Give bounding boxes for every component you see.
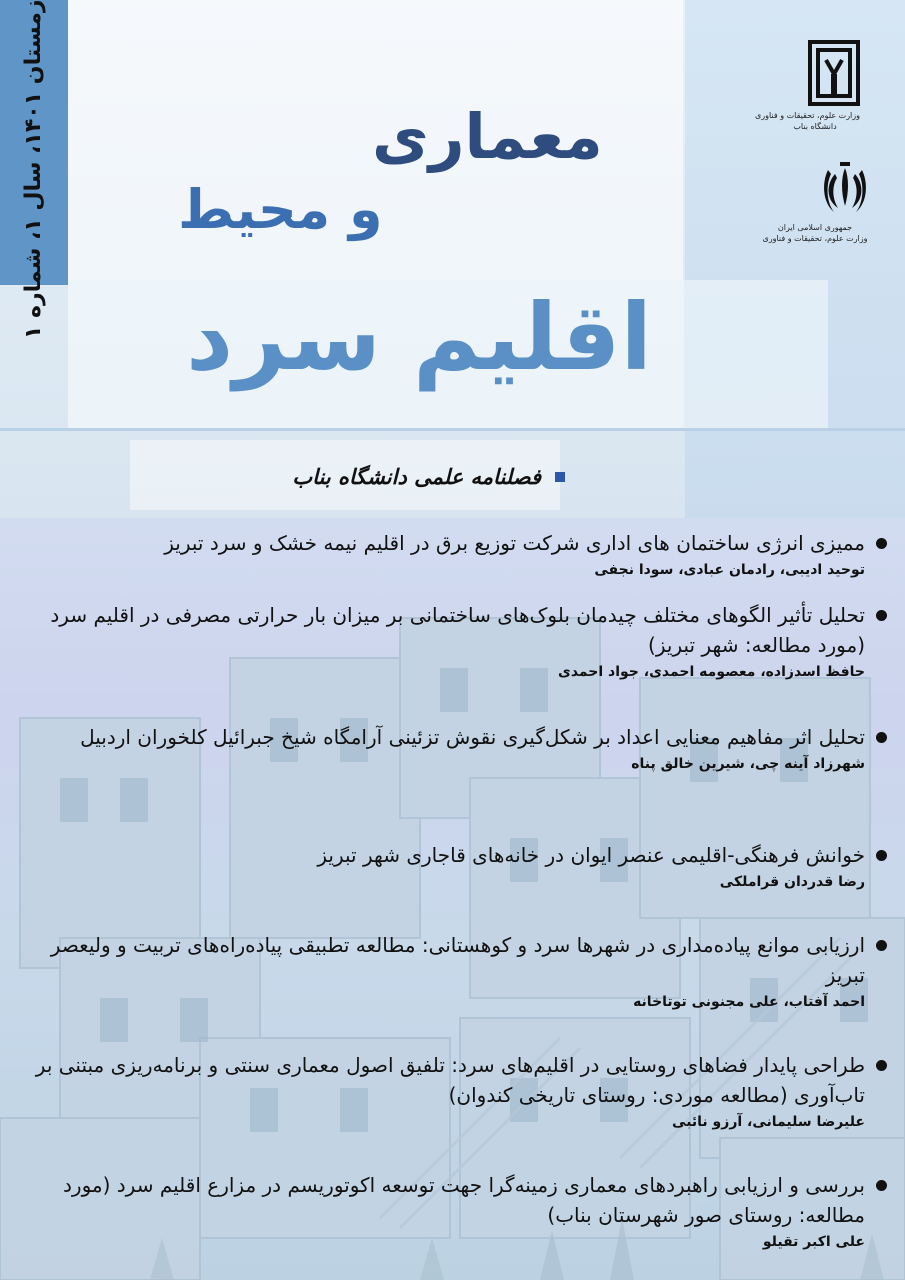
list-item[interactable] [14,840,887,894]
issue-label: زمستان ۱۴۰۱، سال ۱، شماره ۱ [21,0,46,340]
ministry-caption: وزارت علوم، تحقیقات و فناوری [762,234,868,243]
issue-strip [0,0,68,340]
iran-emblem-icon [820,162,870,218]
title-line-3: اقلیم سرد [186,284,652,391]
square-bullet-icon [555,472,565,482]
list-item[interactable] [14,722,887,776]
university-caption: دانشگاه بناب [793,122,837,131]
list-item[interactable] [14,1050,887,1134]
bullet-icon [876,1180,887,1191]
bullet-icon [876,850,887,861]
header-area [0,0,905,520]
article-authors: شهرزاد آینه چی، شیرین خالق پناه [631,756,865,772]
article-title: طراحی پایدار فضاهای روستایی در اقلیم‌های سرد: تلفیق اصول معماری سنتی و برنامه‌ریزی مبتنی بر تاب‌آوری (مطالعه موردی: روستای تاریخی کندوان) [35,1053,865,1107]
article-authors: علی اکبر تقیلو [762,1234,865,1250]
ministry-caption: جمهوری اسلامی ایران [777,223,853,232]
bullet-icon [876,1060,887,1071]
article-title: ممیزی انرژی ساختمان های اداری شرکت توزیع برق در اقلیم نیمه خشک و سرد تبریز [164,531,865,555]
article-authors: احمد آفتاب، علی مجنونی توتاخانه [633,994,865,1010]
list-item[interactable] [14,528,887,582]
article-title: ارزیابی موانع پیاده‌مداری در شهرها سرد و کوهستانی: مطالعه تطبیقی پیاده‌راه‌های تربیت و ولیعصر تبریز [50,933,865,987]
university-caption: وزارت علوم، تحقیقات و فناوری [755,111,860,120]
university-emblem-icon [808,40,860,106]
list-item[interactable] [14,600,887,684]
bullet-icon [876,538,887,549]
article-title: تحلیل تأثیر الگوهای مختلف چیدمان بلوک‌های ساختمانی بر میزان بار حرارتی مصرفی در اقلیم سرد (مورد مطالعه: شهر تبریز) [50,603,865,657]
article-authors: حافظ اسدزاده، معصومه احمدی، جواد احمدی [557,664,865,680]
article-title: بررسی و ارزیابی راهبردهای معماری زمینه‌گرا جهت توسعه اکوتوریسم در مزارع اقلیم سرد (مورد مطالعه: روستای صور شهرستان بناب) [63,1173,865,1227]
bullet-icon [876,940,887,951]
article-authors: توحید ادیبی، رادمان عبادی، سودا نجفی [594,562,865,578]
journal-subtitle [292,462,565,492]
title-line-2: و محیط [178,178,383,241]
title-line-1: معماری [372,100,603,173]
bullet-icon [876,732,887,743]
list-item[interactable] [14,930,887,1014]
article-authors: علیرضا سلیمانی، آرزو نائبی [672,1114,865,1130]
subtitle-text: فصلنامه علمی دانشگاه بناب [292,465,541,489]
header-divider [0,428,905,431]
article-title: تحلیل اثر مفاهیم معنایی اعداد بر شکل‌گیری نقوش تزئینی آرامگاه شیخ جبرائیل کلخوران اردبیل [80,725,865,749]
article-title: خوانش فرهنگی-اقلیمی عنصر ایوان در خانه‌های قاجاری شهر تبریز [317,843,865,867]
article-authors: رضا قدردان قراملکی [719,874,865,890]
ministry-logo [760,162,870,244]
university-logo [755,40,860,132]
bullet-icon [876,610,887,621]
list-item[interactable] [14,1170,887,1254]
